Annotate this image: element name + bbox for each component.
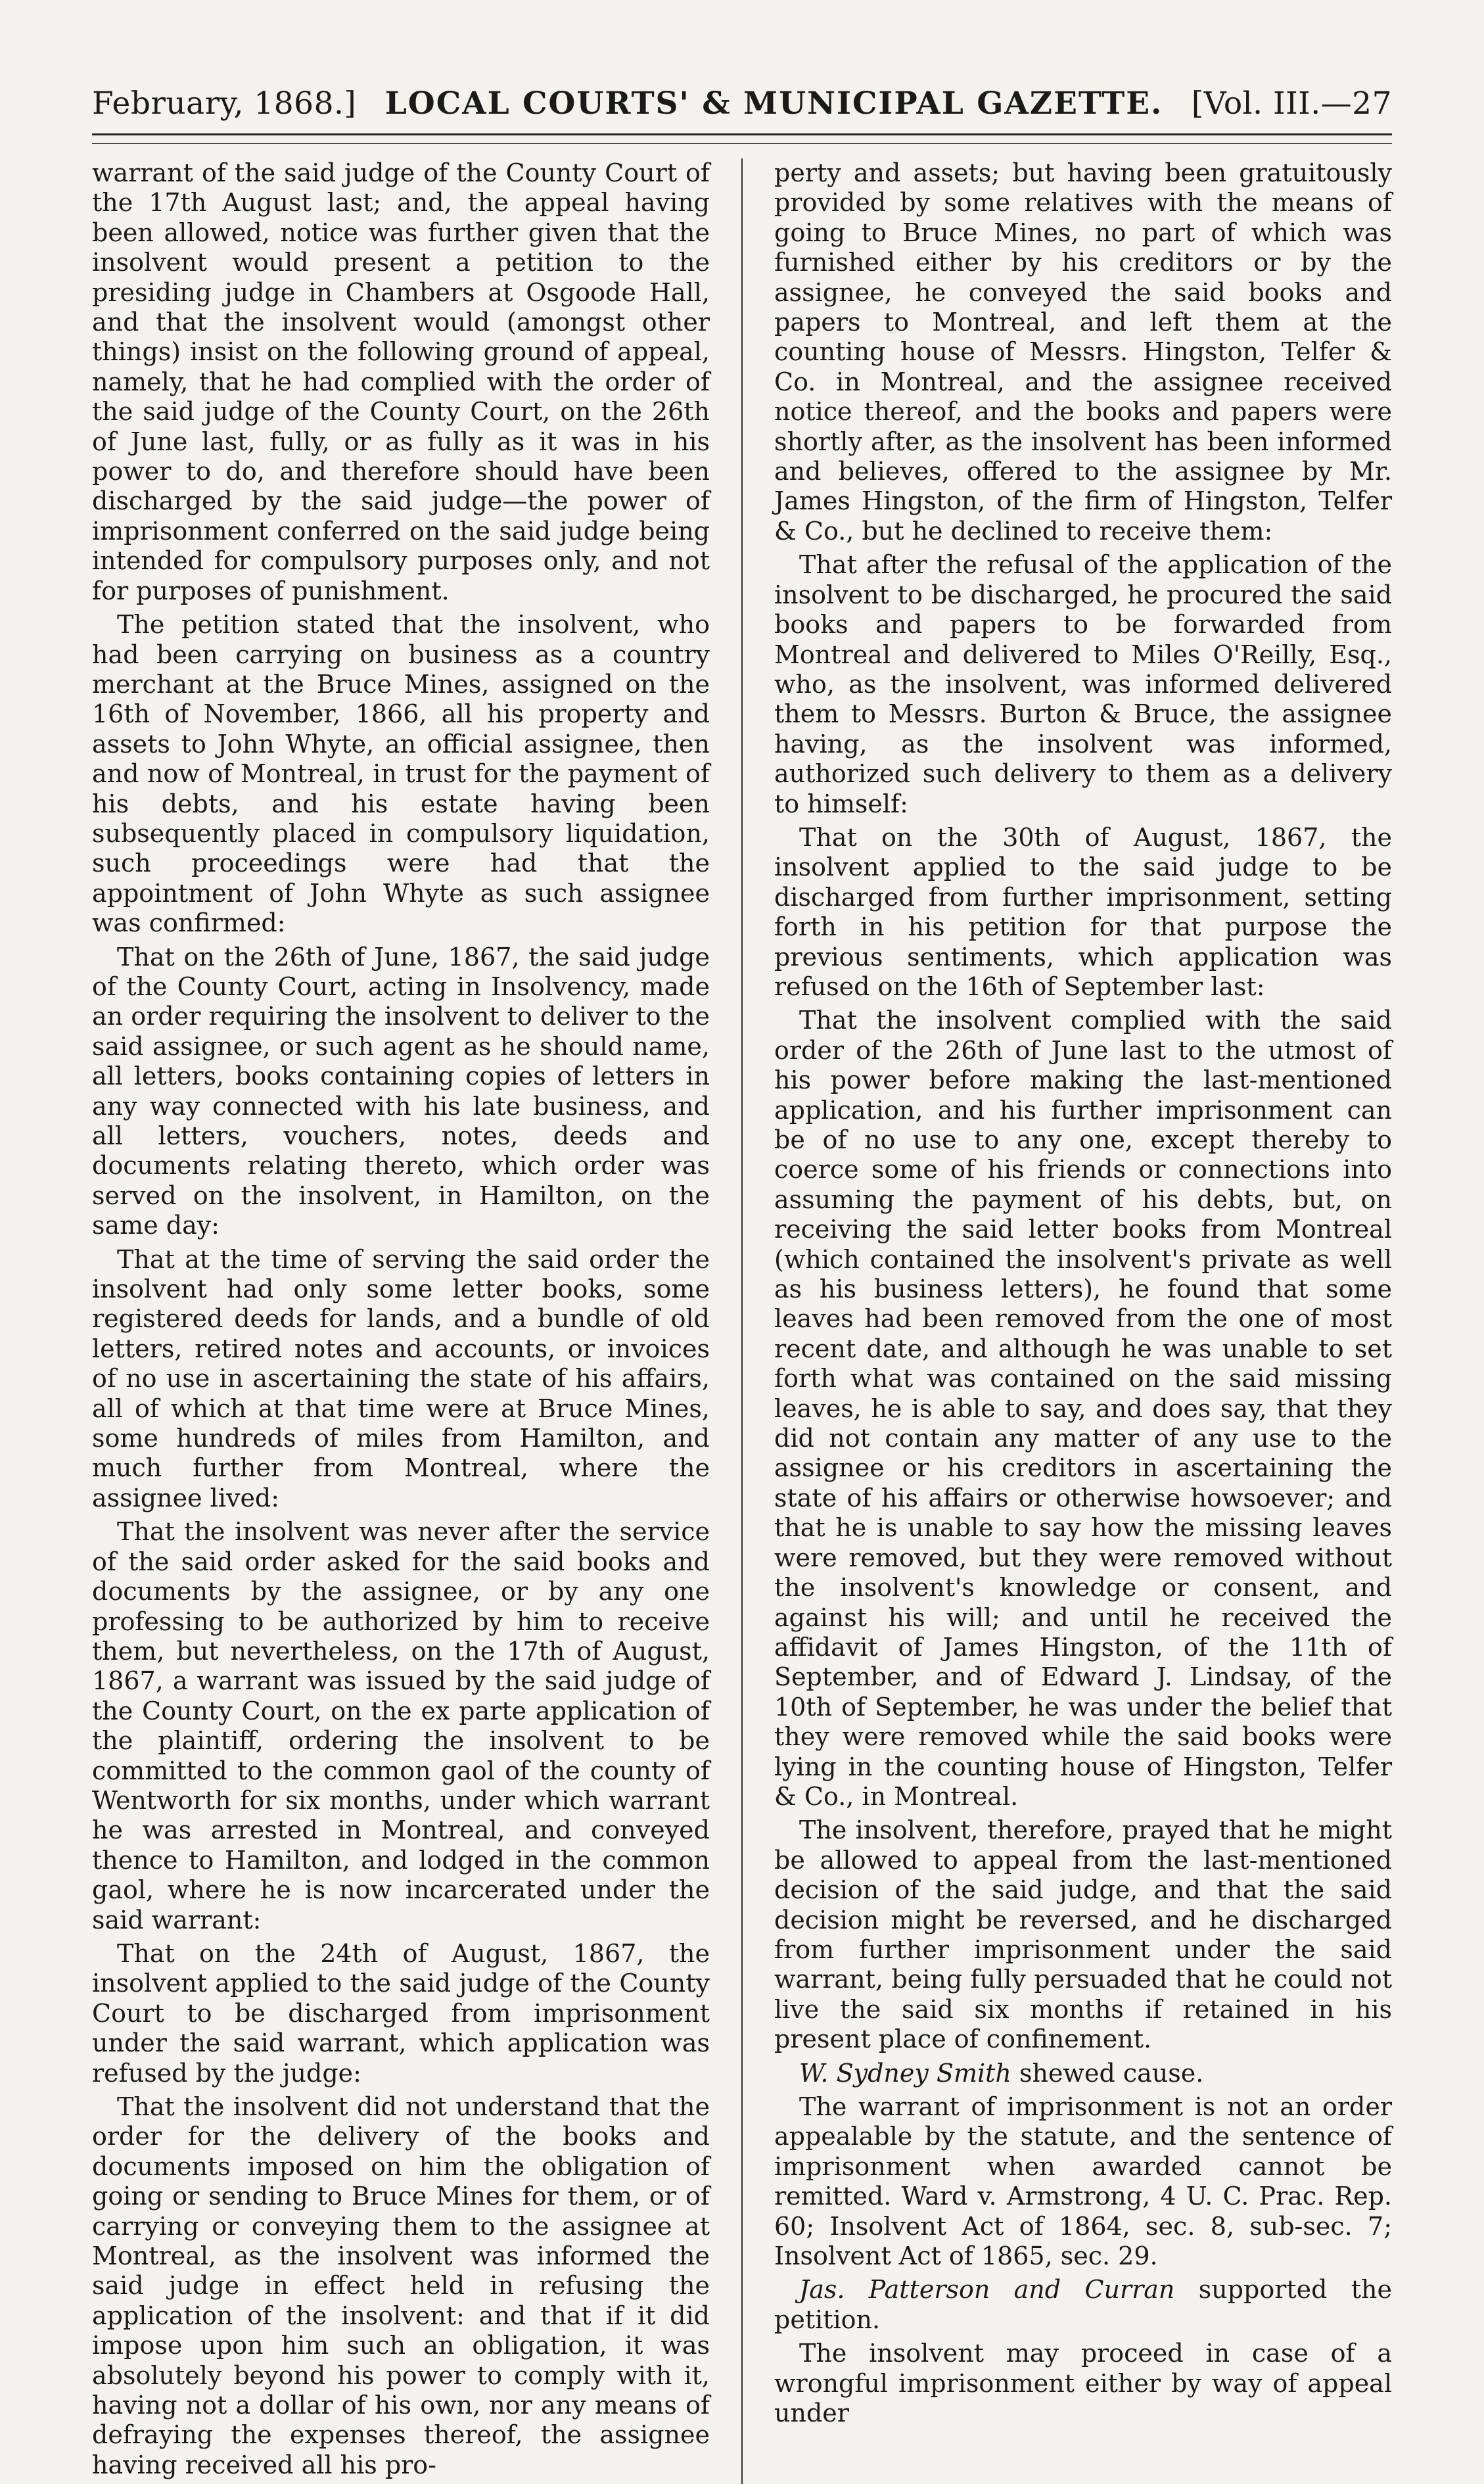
column-divider	[741, 158, 743, 2484]
paragraph: The petition stated that the insolvent, who had been carrying on business as a country merchant at the Bruce Mines, assigned on the 16th of November, 1866, all his property and assets to John Whyte, an official assignee, then and now of Montreal, in trust for the payment of his debts, and his estate having been subsequently placed in compulsory liquidation, such proceedings were had that the appointment of John Whyte as such assignee was confirmed:	[92, 610, 710, 938]
support-text: supported the petition.	[774, 2275, 1392, 2334]
paragraph: That the insolvent did not understand that the order for the delivery of the books and documents imposed on him the obligation of going or sending to Bruce Mines for them, or of carrying or conveying them to the assignee at Montreal, as the insolvent was informed the said judge in effect held in refusing the application of the insolvent: and that if it did impose upon him such an obligation, it was absolutely beyond his power to comply with it, having not a dollar of his own, nor any means of defraying the expenses thereof, the assignee having received all his pro-	[92, 2092, 710, 2479]
cause-text: shewed cause.	[1019, 2058, 1204, 2088]
issue-date: February, 1868.]	[92, 85, 357, 122]
paragraph: warrant of the said judge of the County Court of the 17th August last; and, the appeal having been allowed, notice was further given that the insolvent would present a petition to the presiding judge in Chambers at Osgoode Hall, and that the insolvent would (amongst other things) insist on the following ground of appeal, namely, that he had complied with the order of the said judge of the County Court, on the 26th of June last, fully, or as fully as it was in his power to do, and therefore should have been discharged by the said judge—the power of imprisonment conferred on the said judge being intended for compulsory purposes only, and not for purposes of punishment.	[92, 158, 710, 605]
volume-page: [Vol. III.—27	[1191, 85, 1392, 122]
paragraph: The insolvent, therefore, prayed that he might be allowed to appeal from the last-mentioned decision of the said judge, and that the said decision might be reversed, and he discharged from further imprisonment under the said warrant, being fully persuaded that he could not live the said six months if retained in his present place of confinement.	[774, 1816, 1392, 2054]
counsel-names: Jas. Patterson and Curran	[799, 2275, 1175, 2305]
paragraph: The insolvent may proceed in case of a wrongful imprisonment either by way of appeal under	[774, 2339, 1392, 2428]
support-paragraph	[774, 2275, 1392, 2335]
paragraph: That the insolvent was never after the service of the said order asked for the said books and documents by the assignee, or by any one professing to be authorized by him to receive them, but nevertheless, on the 17th of August, 1867, a warrant was issued by the said judge of the County Court, on the ex parte application of the plaintiff, ordering the insolvent to be committed to the common gaol of the county of Wentworth for six months, under which warrant he was arrested in Montreal, and conveyed thence to Hamilton, and lodged in the common gaol, where he is now incarcerated under the said warrant:	[92, 1517, 710, 1934]
paragraph: That after the refusal of the application of the insolvent to be discharged, he procured the said books and papers to be forwarded from Montreal and delivered to Miles O'Reilly, Esq., who, as the insolvent, was informed delivered them to Messrs. Burton & Bruce, the assignee having, as the insolvent was informed, authorized such delivery to them as a delivery to himself:	[774, 550, 1392, 818]
paragraph: That on the 24th of August, 1867, the insolvent applied to the said judge of the County Court to be discharged from imprisonment under the said warrant, which application was refused by the judge:	[92, 1938, 710, 2088]
publication-title: LOCAL COURTS' & MUNICIPAL GAZETTE.	[384, 85, 1163, 122]
argument-paragraph: The warrant of imprisonment is not an order appealable by the statute, and the sentence of imprisonment when awarded cannot be remitted. Ward v. Armstrong, 4 U. C. Prac. Rep. 60; Insolvent Act of 1864, sec. 8, sub-sec. 7; Insolvent Act of 1865, sec. 29.	[774, 2092, 1392, 2271]
page-header	[92, 85, 1392, 122]
paragraph: That at the time of serving the said order the insolvent had only some letter books, some registered deeds for lands, and a bundle of old letters, retired notes and accounts, or invoices of no use in ascertaining the state of his affairs, all of which at that time were at Bruce Mines, some hundreds of miles from Hamilton, and much further from Montreal, where the assignee lived:	[92, 1244, 710, 1512]
text-columns	[92, 158, 1392, 2484]
right-column	[774, 158, 1392, 2484]
cause-paragraph	[774, 2059, 1392, 2088]
paragraph: That the insolvent complied with the said order of the 26th of June last to the utmost of his power before making the last-mentioned application, and his further imprisonment can be of no use to any one, except thereby to coerce some of his friends or connections into assuming the payment of his debts, but, on receiving the said letter books from Montreal (which contained the insolvent's private as well as his business letters), he found that some leaves had been removed from the one of most recent date, and although he was unable to set forth what was contained on the said missing leaves, he is able to say, and does say, that they did not contain any matter of any use to the assignee or his creditors in ascertaining the state of his affairs or otherwise howsoever; and that he is unable to say how the missing leaves were removed, but they were removed without the insolvent's knowledge or consent, and against his will; and until he received the affidavit of James Hingston, of the 11th of September, and of Edward J. Lindsay, of the 10th of September, he was under the belief that they were removed while the said books were lying in the counting house of Hingston, Telfer & Co., in Montreal.	[774, 1006, 1392, 1811]
counsel-name: W. Sydney Smith	[799, 2058, 1011, 2088]
paragraph: That on the 30th of August, 1867, the insolvent applied to the said judge to be discharged from further imprisonment, setting forth in his petition for that purpose the previous sentiments, which application was refused on the 16th of September last:	[774, 822, 1392, 1001]
paragraph: That on the 26th of June, 1867, the said judge of the County Court, acting in Insolvency, made an order requiring the insolvent to deliver to the said assignee, or such agent as he should name, all letters, books containing copies of letters in any way connected with his late business, and all letters, vouchers, notes, deeds and documents relating thereto, which order was served on the insolvent, in Hamilton, on the same day:	[92, 942, 710, 1240]
paragraph: perty and assets; but having been gratuitously provided by some relatives with the means of going to Bruce Mines, no part of which was furnished either by his creditors or by the assignee, he conveyed the said books and papers to Montreal, and left them at the counting house of Messrs. Hingston, Telfer & Co. in Montreal, and the assignee received notice thereof, and the books and papers were shortly after, as the insolvent has been informed and believes, offered to the assignee by Mr. James Hingston, of the firm of Hingston, Telfer & Co., but he declined to receive them:	[774, 158, 1392, 546]
header-rule	[92, 133, 1392, 144]
left-column	[92, 158, 710, 2484]
